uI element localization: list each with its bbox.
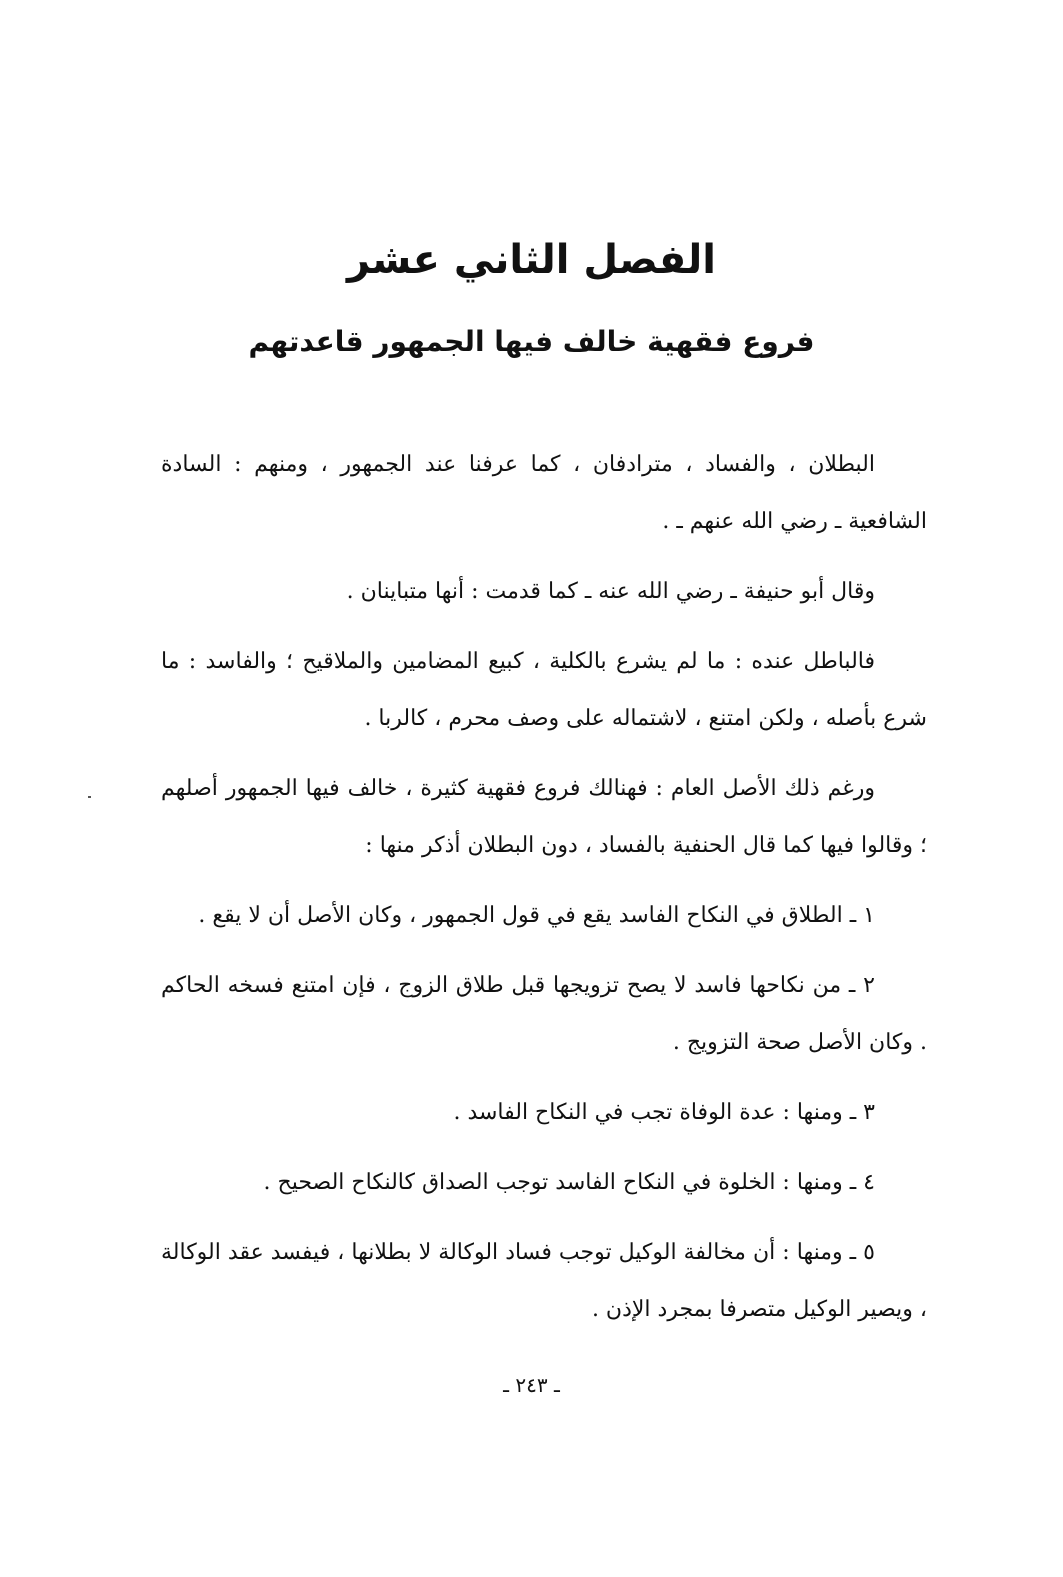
chapter-subtitle: فروع فقهية خالف فيها الجمهور قاعدتهم — [248, 325, 815, 358]
paragraph: البطلان ، والفساد ، مترادفان ، كما عرفنا عند الجمهور ، ومنهم : السادة الشافعية ـ رضي الله عنهم ـ . — [161, 452, 927, 534]
list-item: ٤ ـ ومنها : الخلوة في النكاح الفاسد توجب الصداق كالنكاح الصحيح . — [263, 1170, 875, 1195]
list-item: ٥ ـ ومنها : أن مخالفة الوكيل توجب فساد الوكالة لا بطلانها ، فيفسد عقد الوكالة ، ويصير الوكيل متصرفا بمجرد الإذن . — [161, 1240, 927, 1322]
body-text — [161, 436, 927, 1351]
list-item: ٣ ـ ومنها : عدة الوفاة تجب في النكاح الفاسد . — [453, 1100, 875, 1125]
list-item: ٢ ـ من نكاحها فاسد لا يصح تزويجها قبل طلاق الزوج ، فإن امتنع فسخه الحاكم . وكان الأصل صحة التزويج . — [161, 973, 927, 1055]
scan-speck — [88, 796, 91, 798]
paragraph: ورغم ذلك الأصل العام : فهنالك فروع فقهية كثيرة ، خالف فيها الجمهور أصلهم ؛ وقالوا فيها كما قال الحنفية بالفساد ، دون البطلان أذكر منها : — [161, 776, 927, 858]
list-item: ١ ـ الطلاق في النكاح الفاسد يقع في قول الجمهور ، وكان الأصل أن لا يقع . — [198, 903, 875, 928]
page-number: ـ ٢٤٣ ـ — [503, 1373, 560, 1397]
chapter-title: الفصل الثاني عشر — [347, 237, 716, 283]
paragraph: وقال أبو حنيفة ـ رضي الله عنه ـ كما قدمت : أنها متباينان . — [346, 579, 875, 604]
paragraph: فالباطل عنده : ما لم يشرع بالكلية ، كبيع المضامين والملاقيح ؛ والفاسد : ما شرع بأصله ، ولكن امتنع ، لاشتماله على وصف محرم ، كالربا . — [161, 649, 927, 731]
